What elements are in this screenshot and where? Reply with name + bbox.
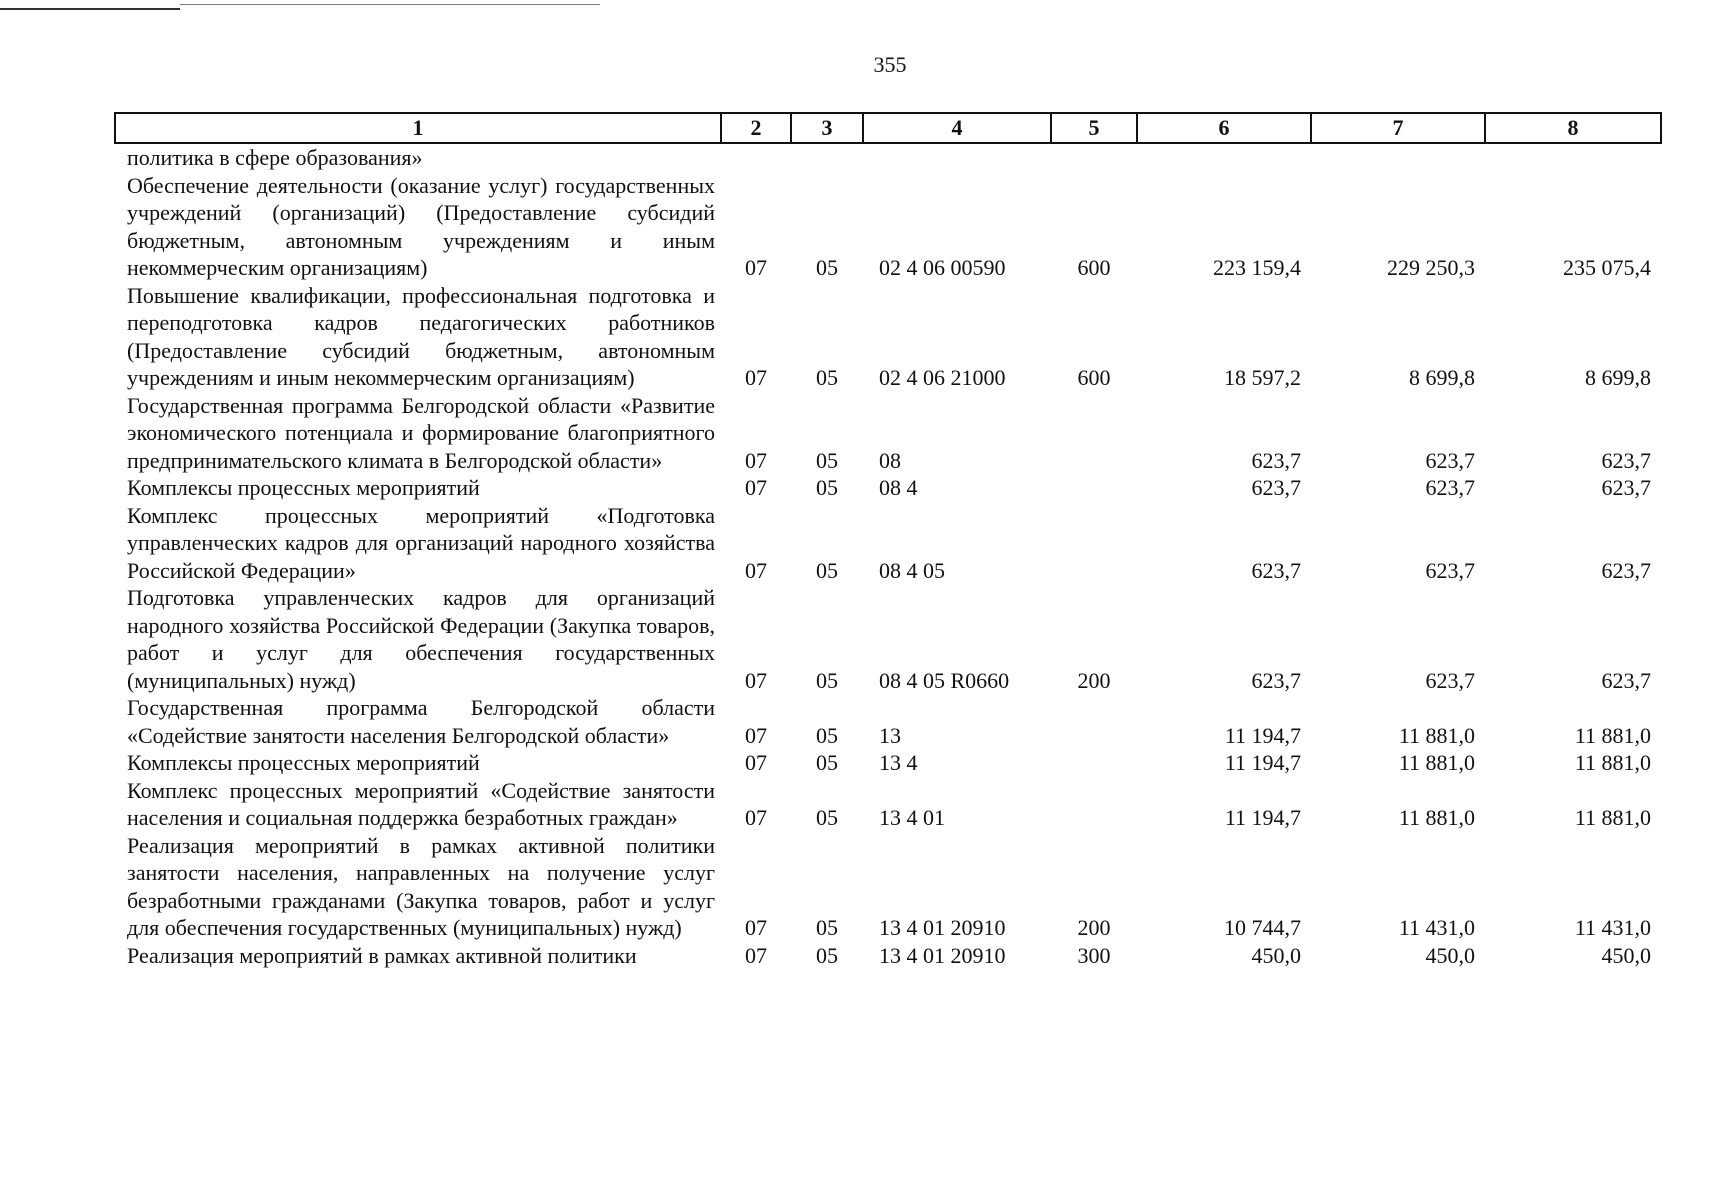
expense-type-code [1051, 777, 1137, 832]
target-article-code: 08 4 05 [879, 557, 945, 583]
amount-col-7 [1311, 143, 1485, 172]
section-code: 07 [745, 805, 767, 830]
amount-col-7: 623,7 [1425, 667, 1475, 693]
section-code: 07 [745, 557, 767, 583]
column-header-7: 7 [1311, 113, 1485, 143]
subsection-code [791, 143, 863, 172]
column-header-3: 3 [791, 113, 863, 143]
subsection-code: 05 [816, 750, 838, 775]
amount-col-6 [1137, 143, 1311, 172]
target-article-code: 13 4 01 20910 [879, 915, 1006, 940]
amount-col-6: 223 159,4 [1213, 255, 1301, 280]
scan-edge-line-thin [180, 4, 600, 5]
amount-col-8: 11 881,0 [1574, 722, 1651, 748]
amount-col-7: 229 250,3 [1387, 255, 1475, 280]
column-header-2: 2 [721, 113, 791, 143]
amount-col-8: 235 075,4 [1563, 255, 1651, 280]
amount-col-6: 11 194,7 [1224, 750, 1301, 775]
expense-type-code: 300 [1077, 942, 1111, 968]
amount-col-8: 11 431,0 [1574, 915, 1651, 940]
row-description: Комплекс процессных мероприятий «Содействие занятости населения и социальная поддержка безработных граждан» [127, 777, 715, 830]
row-description: Комплекс процессных мероприятий «Подготовка управленческих кадров для организаций народного хозяйства Российской Федерации» [127, 502, 715, 583]
amount-col-7: 11 881,0 [1398, 805, 1475, 830]
amount-col-6: 623,7 [1251, 557, 1301, 583]
target-article-code: 13 4 01 20910 [879, 942, 1006, 968]
section-code: 07 [745, 942, 767, 968]
subsection-code: 05 [816, 942, 838, 968]
expense-type-code [1051, 694, 1137, 749]
table-row [115, 749, 1661, 777]
row-description: Подготовка управленческих кадров для организаций народного хозяйства Российской Федерации (Закупка товаров, работ и услуг для обеспечения государственных (муниципальных) нужд) [127, 585, 715, 693]
subsection-code: 05 [816, 722, 838, 748]
subsection-code: 05 [816, 255, 838, 280]
table-row [115, 172, 1661, 282]
expense-type-code [1051, 749, 1137, 777]
row-description: Реализация мероприятий в рамках активной политики занятости населения, направленных на получение услуг безработными гражданами (Закупка товаров, работ и услуг для обеспечения государственных (муниципальных) нужд) [127, 832, 715, 940]
column-header-8: 8 [1485, 113, 1661, 143]
amount-col-6: 623,7 [1251, 475, 1301, 500]
amount-col-7: 450,0 [1425, 942, 1475, 968]
table-row [115, 777, 1661, 832]
amount-col-6: 18 597,2 [1224, 365, 1301, 390]
expense-type-code: 600 [1077, 365, 1111, 390]
amount-col-8: 623,7 [1601, 667, 1651, 693]
target-article-code: 02 4 06 00590 [879, 255, 1006, 280]
row-description: Повышение квалификации, профессиональная подготовка и переподготовка кадров педагогических работников (Предоставление субсидий бюджетным, автономным учреждениям и иным некоммерческим организациям) [127, 282, 715, 390]
row-description: политика в сфере образования» [127, 145, 423, 170]
section-code: 07 [745, 722, 767, 748]
column-header-5: 5 [1051, 113, 1137, 143]
section-code: 07 [745, 447, 767, 473]
table-row [115, 942, 1661, 970]
amount-col-8: 11 881,0 [1574, 805, 1651, 830]
amount-col-6: 11 194,7 [1224, 722, 1301, 748]
row-description: Государственная программа Белгородской области «Содействие занятости населения Белгородской области» [127, 695, 715, 748]
column-header-4: 4 [863, 113, 1051, 143]
table-row [115, 694, 1661, 749]
expense-type-code [1051, 392, 1137, 475]
amount-col-6: 10 744,7 [1224, 915, 1301, 940]
column-header-1: 1 [115, 113, 721, 143]
amount-col-8: 450,0 [1601, 942, 1651, 968]
amount-col-6: 623,7 [1251, 447, 1301, 473]
amount-col-8: 11 881,0 [1574, 750, 1651, 775]
target-article-code: 08 4 05 R0660 [879, 667, 1010, 693]
row-description: Комплексы процессных мероприятий [127, 475, 480, 500]
table-row [115, 474, 1661, 502]
amount-col-7: 623,7 [1425, 557, 1475, 583]
target-article-code: 02 4 06 21000 [879, 365, 1006, 390]
amount-col-7: 623,7 [1425, 447, 1475, 473]
subsection-code: 05 [816, 447, 838, 473]
subsection-code: 05 [816, 805, 838, 830]
subsection-code: 05 [816, 365, 838, 390]
amount-col-7: 11 881,0 [1398, 750, 1475, 775]
expense-type-code [1051, 474, 1137, 502]
budget-table [114, 112, 1662, 969]
table-row [115, 282, 1661, 392]
target-article-code: 13 4 01 [879, 805, 945, 830]
amount-col-6: 11 194,7 [1224, 805, 1301, 830]
amount-col-7: 8 699,8 [1409, 365, 1475, 390]
section-code: 07 [745, 475, 767, 500]
subsection-code: 05 [816, 667, 838, 693]
row-description: Обеспечение деятельности (оказание услуг) государственных учреждений (организаций) (Предоставление субсидий бюджетным, автономным учреждениям и иным некоммерческим организациям) [127, 172, 715, 280]
expense-type-code: 200 [1077, 915, 1111, 940]
target-article-code [863, 143, 1051, 172]
subsection-code: 05 [816, 915, 838, 940]
target-article-code: 13 4 [879, 750, 918, 775]
section-code: 07 [745, 365, 767, 390]
expense-type-code [1051, 143, 1137, 172]
amount-col-7: 11 431,0 [1398, 915, 1475, 940]
amount-col-8: 623,7 [1601, 475, 1651, 500]
row-description: Реализация мероприятий в рамках активной политики [127, 942, 637, 968]
expense-type-code: 200 [1077, 667, 1111, 693]
amount-col-7: 11 881,0 [1398, 722, 1475, 748]
page-number: 355 [873, 52, 907, 77]
section-code: 07 [745, 255, 767, 280]
amount-col-8: 623,7 [1601, 447, 1651, 473]
target-article-code: 13 [879, 722, 901, 748]
section-code: 07 [745, 667, 767, 693]
amount-col-6: 623,7 [1251, 667, 1301, 693]
row-description: Комплексы процессных мероприятий [127, 750, 480, 775]
table-row [115, 584, 1661, 694]
amount-col-8: 623,7 [1601, 557, 1651, 583]
amount-col-8 [1485, 143, 1661, 172]
column-header-6: 6 [1137, 113, 1311, 143]
section-code: 07 [745, 915, 767, 940]
table-row [115, 502, 1661, 585]
amount-col-7: 623,7 [1425, 475, 1475, 500]
table-header-row [115, 113, 1661, 143]
amount-col-8: 8 699,8 [1585, 365, 1651, 390]
amount-col-6: 450,0 [1251, 942, 1301, 968]
subsection-code: 05 [816, 557, 838, 583]
expense-type-code [1051, 502, 1137, 585]
target-article-code: 08 [879, 447, 901, 473]
scan-edge-line [0, 8, 180, 10]
row-description: Государственная программа Белгородской области «Развитие экономического потенциала и формирование благоприятного предпринимательского климата в Белгородской области» [127, 392, 715, 473]
table-row [115, 832, 1661, 942]
section-code [721, 143, 791, 172]
table-row [115, 143, 1661, 172]
subsection-code: 05 [816, 475, 838, 500]
expense-type-code: 600 [1077, 255, 1111, 280]
table-row [115, 392, 1661, 475]
target-article-code: 08 4 [879, 475, 918, 500]
section-code: 07 [745, 750, 767, 775]
